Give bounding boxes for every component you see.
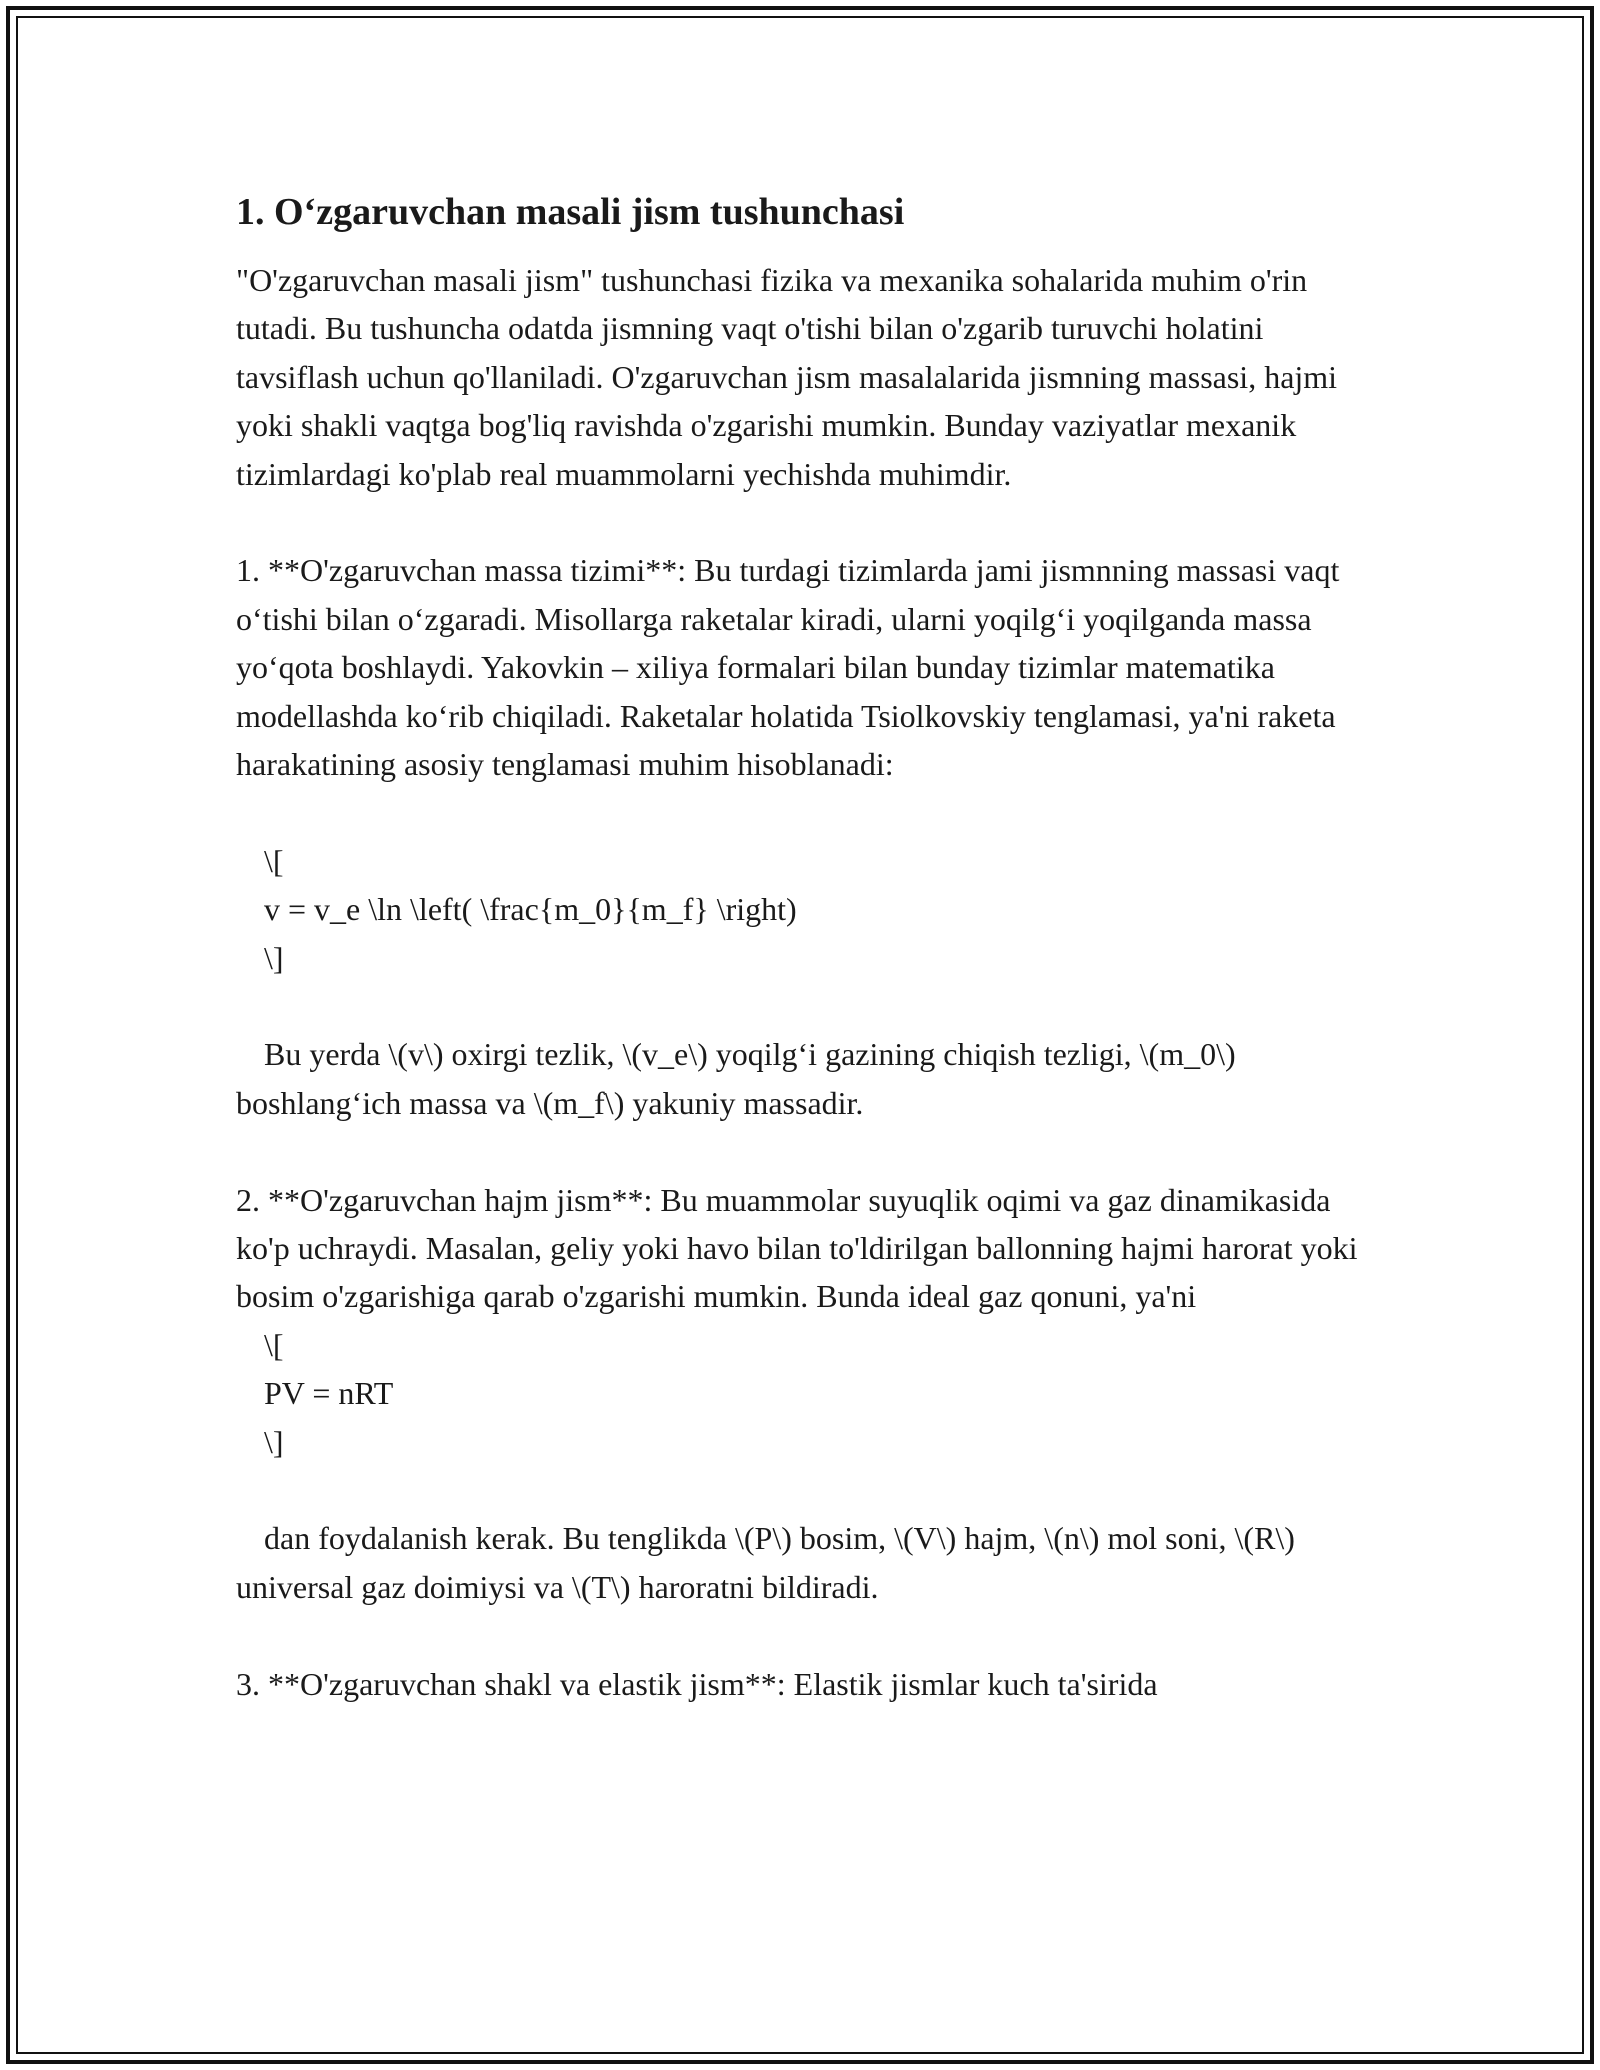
item-2-equation-close: \] xyxy=(264,1423,284,1460)
item-1-paragraph: 1. **O'zgaruvchan massa tizimi**: Bu turdagi tizimlarda jami jismnning massasi vaqt o‘tishi bilan o‘zgaradi. Misollarga raketalar kiradi, ularni yoqilg‘i yoqilganda massa yo‘qota boshlaydi. Yakovkin – xiliya formalari bilan bunday tizimlar matematika modellashda ko‘rib chiqiladi. Raketalar holatida Tsiolkovskiy tenglamasi, ya'ni raketa harakatining asosiy tenglamasi muhim hisoblanadi: xyxy=(236,552,1348,783)
document-title: 1. O‘zgaruvchan masali jism tushunchasi xyxy=(236,191,905,233)
item-1-equation-body: v = v_e \ln \left( \frac{m_0}{m_f} \right) xyxy=(264,891,797,928)
spacer xyxy=(236,1127,1386,1175)
item-1-explanation: Bu yerda \(v\) oxirgi tezlik, \(v_e\) yoqilg‘i gazining chiqish tezligi, \(m_0\) boshlang‘ich massa va \(m_f\) yakuniy massadir. xyxy=(236,1036,1244,1121)
document-body xyxy=(236,188,1386,1708)
spacer xyxy=(236,498,1386,546)
intro-paragraph: "O'zgaruvchan masali jism" tushunchasi fizika va mexanika sohalarida muhim o'rin tutadi. Bu tushuncha odatda jismning vaqt o'tishi bilan o'zgarib turuvchi holatini tavsiflash uchun qo'llaniladi. O'zgaruvchan jism masalalarida jismning massasi, hajmi yoki shakli vaqtga bog'liq ravishda o'zgarishi mumkin. Bunday vaziyatlar mexanik tizimlardagi ko'plab real muammolarni yechishda muhimdir. xyxy=(236,262,1346,492)
spacer xyxy=(236,982,1386,1030)
item-2-equation-open: \[ xyxy=(264,1326,284,1363)
item-2-equation-body: PV = nRT xyxy=(264,1375,394,1412)
item-3-paragraph: 3. **O'zgaruvchan shakl va elastik jism**: Elastik jismlar kuch ta'sirida xyxy=(236,1665,1158,1702)
item-2-explanation: dan foydalanish kerak. Bu tenglikda \(P\) bosim, \(V\) hajm, \(n\) mol soni, \(R\) universal gaz doimiysi va \(T\) haroratni bildiradi. xyxy=(236,1520,1303,1605)
spacer xyxy=(236,788,1386,836)
item-2-paragraph: 2. **O'zgaruvchan hajm jism**: Bu muammolar suyuqlik oqimi va gaz dinamikasida ko'p uchraydi. Masalan, geliy yoki havo bilan to'ldirilgan ballonning hajmi harorat yoki bosim o'zgarishiga qarab o'zgarishi mumkin. Bunda ideal gaz qonuni, ya'ni xyxy=(236,1181,1366,1315)
item-1-equation-open: \[ xyxy=(264,842,284,879)
spacer xyxy=(236,1611,1386,1659)
spacer xyxy=(236,1466,1386,1514)
item-1-equation-close: \] xyxy=(264,939,284,976)
